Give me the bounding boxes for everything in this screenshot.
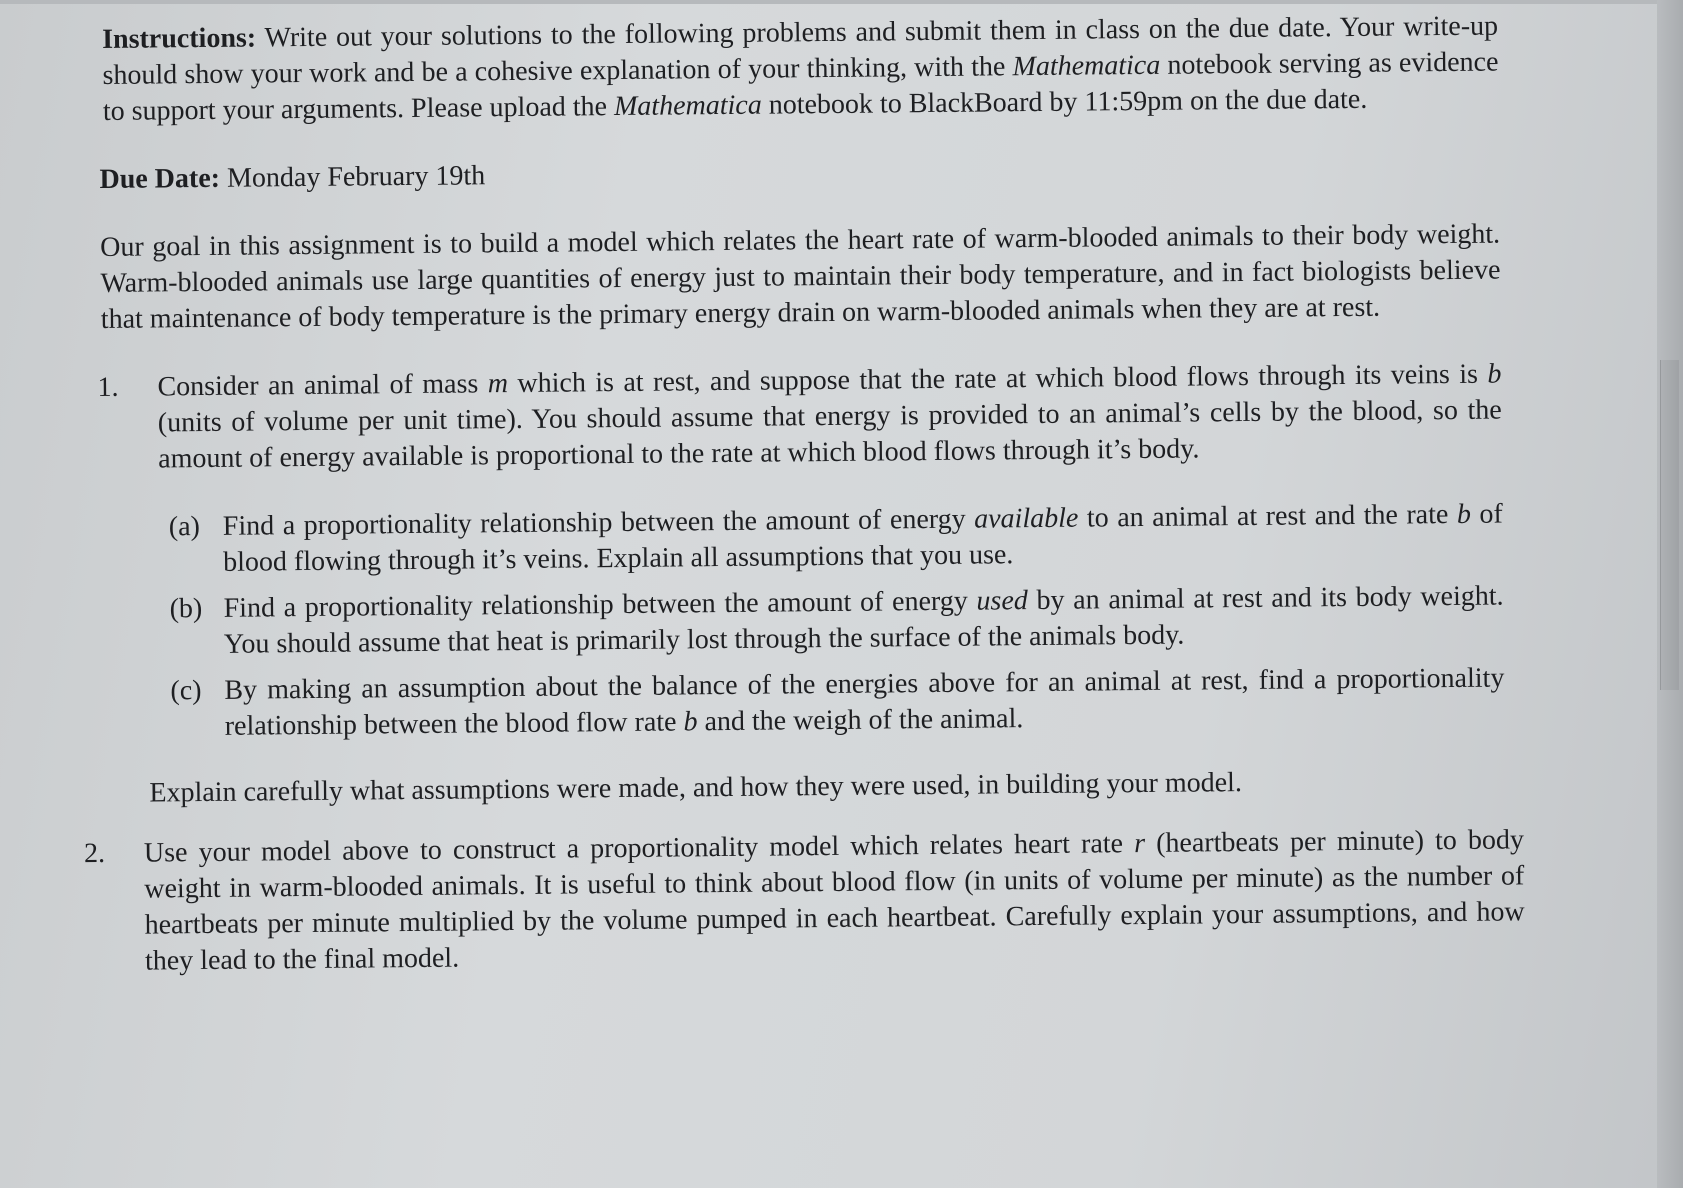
problem-1a <box>169 497 1504 582</box>
problem-1a-label: (a) <box>168 511 201 543</box>
problem-1c-text-part: and the weigh of the animal. <box>697 703 1024 738</box>
emphasis-used: used <box>976 585 1028 617</box>
instructions-mathematica-2: Mathematica <box>613 89 762 123</box>
instructions-text-2: notebook serving as evidence to support your arguments. Please upload the <box>102 46 1499 127</box>
problem-1c <box>170 661 1505 746</box>
variable-r: r <box>1133 827 1146 860</box>
problem-1 <box>97 357 1505 812</box>
emphasis-available: available <box>974 502 1079 535</box>
instructions-paragraph <box>102 9 1499 130</box>
problem-1c-text-part: By making an assumption about the balance of the energies above for an animal at rest, find a proportionality relationship between the blood flow rate <box>224 662 1505 742</box>
problem-1b-text <box>223 579 1504 663</box>
problem-1-text-part: which is at rest, and suppose that the rate at which blood flows through its veins is <box>507 358 1488 400</box>
problem-1b-text-part: Find a proportionality relationship between the amount of energy <box>223 585 977 624</box>
problem-1-text <box>157 357 1502 478</box>
problem-1-number: 1. <box>97 371 119 404</box>
instructions-text-1: Write out your solutions to the following problems and submit them in class on the due date. Your write-up should show your work and be a cohesive explanation of your thinking, with the <box>102 10 1499 91</box>
due-date-line <box>99 149 1499 198</box>
assignment-text <box>83 9 1525 980</box>
instructions-mathematica-1: Mathematica <box>1012 49 1161 83</box>
problem-2-text-part: (heartbeats per minute) to body weight in warm-blooded animals. It is useful to think about blood flow (in units of volume per minute) as the number of heartbeats per minute multiplied by the volume pumped in each heartbeat. Carefully explain your assumptions, and how they lead to the final model. <box>144 824 1525 977</box>
variable-b: b <box>683 706 698 738</box>
due-date-heading: Due Date: <box>99 162 221 195</box>
problem-1b <box>169 579 1504 664</box>
problem-1a-text-part: to an animal at rest and the rate <box>1078 498 1458 534</box>
problem-1a-text <box>223 497 1504 581</box>
variable-m: m <box>487 368 509 400</box>
problem-1-closing: Explain carefully what assumptions were made, and how they were used, in building your model. <box>149 767 1243 809</box>
page-top-edge <box>0 0 1683 4</box>
problem-1b-text-part: by an animal at rest and its body weight. You should assume that heat is primarily lost through the surface of the animals body. <box>223 580 1504 660</box>
problem-2 <box>83 823 1525 981</box>
page-curl <box>1660 360 1679 690</box>
problem-1b-label: (b) <box>169 593 203 625</box>
due-date-value: Monday February 19th <box>219 160 486 194</box>
instructions-heading: Instructions: <box>102 22 257 55</box>
instructions-text-3: notebook to BlackBoard by 11:59pm on the due date. <box>761 83 1368 121</box>
problem-2-text-part: Use your model above to construct a proportionality model which relates heart rate <box>143 828 1135 869</box>
problem-2-text <box>144 822 1525 979</box>
problem-1c-label: (c) <box>170 675 202 707</box>
variable-b: b <box>1456 498 1472 530</box>
problem-1-text-part: Consider an animal of mass <box>157 368 488 403</box>
problem-1-text-part: (units of volume per unit time). You should assume that energy is provided to an animal’s cells by the blood, so the amount of energy available is proportional to the rate at which blood flows through it’s body. <box>157 394 1502 475</box>
problem-2-number: 2. <box>83 837 106 870</box>
variable-b: b <box>1487 358 1502 390</box>
problem-1c-text <box>224 661 1505 745</box>
problem-1a-text-part: Find a proportionality relationship between the amount of energy <box>222 503 975 542</box>
problem-1a-text-part: of blood flowing through it’s veins. Explain all assumptions that you use. <box>223 498 1503 578</box>
intro-paragraph: Our goal in this assignment is to build a model which relates the heart rate of warm-blooded animals to their body weight. Warm-blooded animals use large quantities of energy just to maintain their body temperature, and in fact biologists believe that maintenance of body temperature is the primary energy drain on warm-blooded animals when they are at rest. <box>100 218 1501 335</box>
